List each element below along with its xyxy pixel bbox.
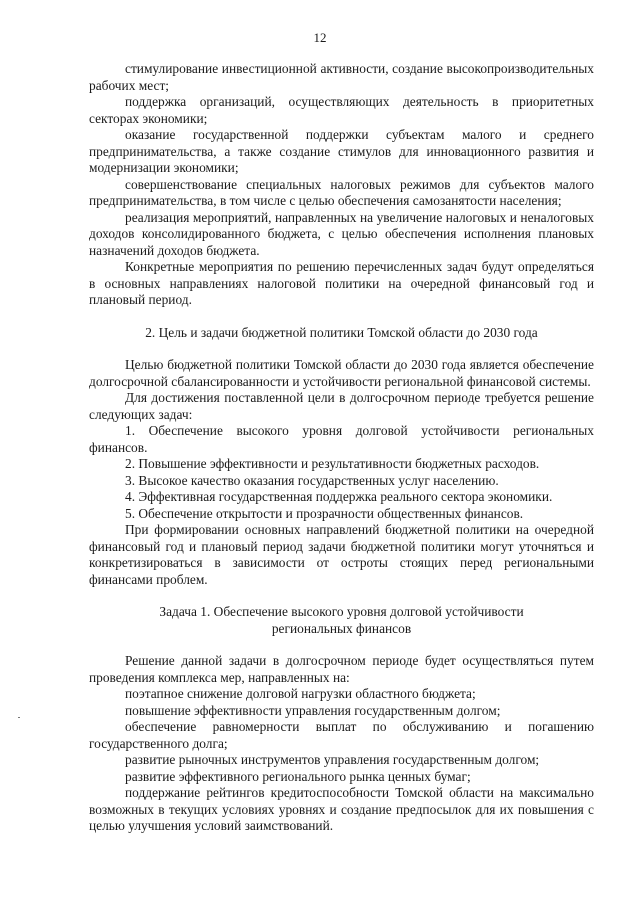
task-item: 2. Повышение эффективности и результативности бюджетных расходов. (125, 456, 540, 471)
paragraph: Для достижения поставленной цели в долгосрочном периоде требуется решение следующих задач: (89, 390, 594, 422)
page-number: 12 (313, 30, 327, 45)
list-item: развитие эффективного регионального рынка ценных бумаг; (125, 768, 471, 784)
paragraph: совершенствование специальных налоговых режимов для субъектов малого предпринимательства, в том числе с целью обеспечения самозанятости населения; (89, 176, 594, 208)
paragraph: Целью бюджетной политики Томской области до 2030 года является обеспечение долгосрочной сбалансированности и устойчивости региональной финансовой системы. (89, 357, 594, 389)
paragraph: поддержка организаций, осуществляющих деятельность в приоритетных секторах экономики; (89, 94, 594, 126)
paragraph: оказание государственной поддержки субъектам малого и среднего предпринимательства, а также создание стимулов для инновационного развития и модернизации экономики; (89, 127, 594, 175)
list-item: развитие рыночных инструментов управления государственным долгом; (125, 752, 540, 767)
paragraph: реализация мероприятий, направленных на увеличение налоговых и неналоговых доходов консолидированного бюджета, с целью обеспечения исполнения плановых назначений доходов бюджета. (89, 209, 594, 258)
task-item: 5. Обеспечение открытости и прозрачности общественных финансов. (125, 505, 524, 521)
section-heading: 2. Цель и задачи бюджетной политики Томской области до 2030 года (145, 324, 538, 340)
list-item: поэтапное снижение долговой нагрузки областного бюджета; (125, 686, 476, 701)
task-item: 4. Эффективная государственная поддержка реального сектора экономики. (125, 489, 553, 504)
list-item: обеспечение равномерности выплат по обслуживанию и погашению государственного долга; (89, 719, 594, 751)
task1-heading-line: Задача 1. Обеспечение высокого уровня долговой устойчивости (159, 604, 524, 619)
paragraph: При формировании основных направлений бюджетной политики на очередной финансовый год и плановый период задачи бюджетной политики могут уточняться и конкретизироваться в зависимости от остроты стоящих перед региональными финансами проблем. (89, 522, 594, 587)
list-item: повышение эффективности управления государственным долгом; (125, 702, 501, 718)
paragraph: Конкретные мероприятия по решению перечисленных задач будут определяться в основных направлениях налоговой политики на очередной финансовый год и плановый период. (89, 259, 594, 307)
list-item: поддержание рейтингов кредитоспособности Томской области на максимально возможных в текущих условиях уровнях и создание предпосылок для их повышения с целью улучшения условий заимствований. (89, 785, 594, 833)
paragraph: стимулирование инвестиционной активности, создание высокопроизводительных рабочих мест; (89, 61, 594, 93)
task-item: 1. Обеспечение высокого уровня долговой устойчивости региональных финансов. (89, 423, 594, 455)
task-item: 3. Высокое качество оказания государственных услуг населению. (125, 472, 499, 488)
page-body (89, 61, 594, 835)
paragraph: Решение данной задачи в долгосрочном периоде будет осуществляться путем проведения комплекса мер, направленных на: (89, 653, 594, 685)
task1-heading (89, 604, 594, 637)
margin-mark (18, 717, 20, 718)
task1-heading-line: региональных финансов (271, 620, 412, 636)
